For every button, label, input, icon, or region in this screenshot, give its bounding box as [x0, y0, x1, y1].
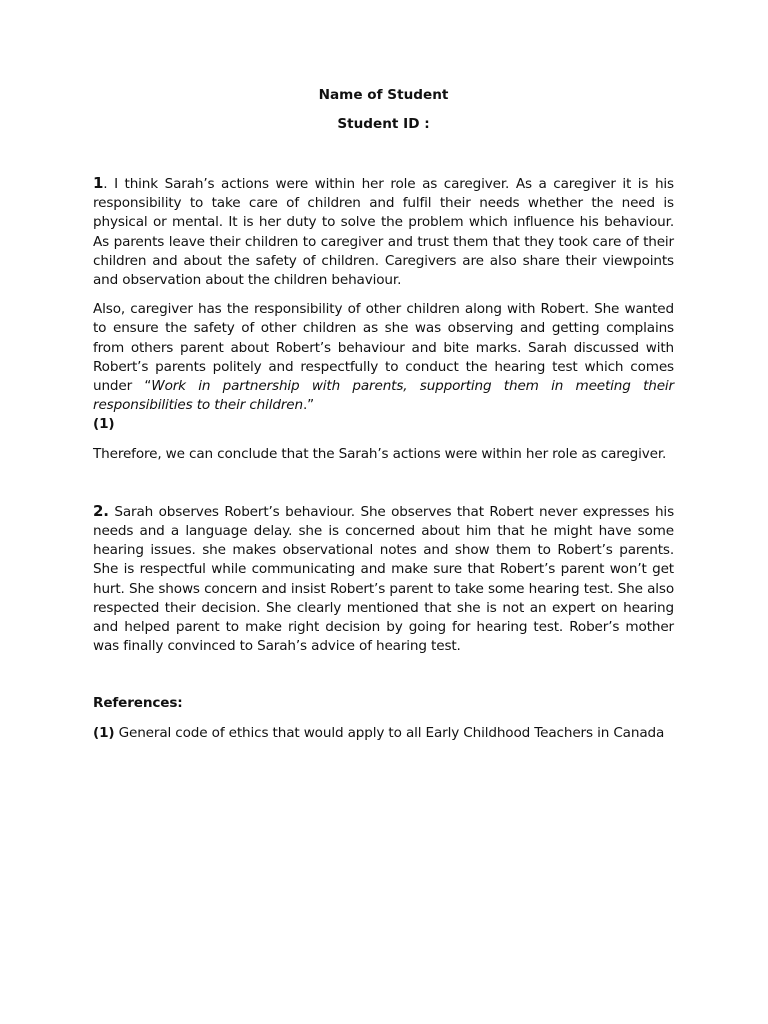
answer-1-conclusion: Therefore, we can conclude that the Sarah’s actions were within her role as caregiver. [93, 445, 667, 462]
reference-marker: (1) [93, 724, 115, 741]
answer-1-text: . I think Sarah’s actions were within her role as caregiver. As a caregiver it is his responsibility to take care of children and fulfil their needs whether the need is physical or mental. It is her duty to solve the problem which influence his behaviour. As parents leave their children to caregiver and trust them that they took care of their children and about the safety of children. Caregivers are also share their viewpoints and observation about the children behaviour. [93, 176, 674, 289]
answer-1-second-paragraph [93, 300, 674, 434]
answer-2-text: Sarah observes Robert’s behaviour. She observes that Robert never expresses his needs and a language delay. she is concerned about him that he might have some hearing issues. she makes observational notes and show them to Robert’s parents. She is respectful while communicating and make sure that Robert’s parent won’t get hurt. She shows concern and insist Robert’s parent to take some hearing test. She also respected their decision. She clearly mentioned that she is not an expert on hearing and helped parent to make right decision by going for hearing test. Rober’s mother was finally convinced to Sarah’s advice of hearing test. [93, 503, 674, 655]
answer-2-paragraph [93, 502, 674, 657]
references-heading: References: [93, 695, 183, 712]
answer-1-second-text: Also, caregiver has the responsibility of other children along with Robert. She wanted to ensure the safety of other children as she was observing and getting complains from others parent about Robert’s behaviour and bite marks. Sarah discussed with Robert’s parents politely and respectfully to conduct the hearing test which comes under “ [93, 301, 674, 395]
answer-1-paragraph [93, 174, 674, 290]
student-id-heading: Student ID : [337, 116, 430, 132]
answer-2-number: 2. [93, 501, 109, 520]
reference-item [93, 724, 674, 743]
document-page [93, 86, 674, 743]
citation-marker: (1) [93, 416, 115, 433]
quote-close: .” [303, 397, 315, 414]
reference-text: General code of ethics that would apply to all Early Childhood Teachers in Canada [114, 724, 665, 741]
answer-1-number: 1 [93, 174, 104, 192]
student-name-heading: Name of Student [318, 87, 449, 103]
quoted-principle: Work in partnership with parents, supporting them in meeting their responsibilities to their children [93, 378, 674, 414]
